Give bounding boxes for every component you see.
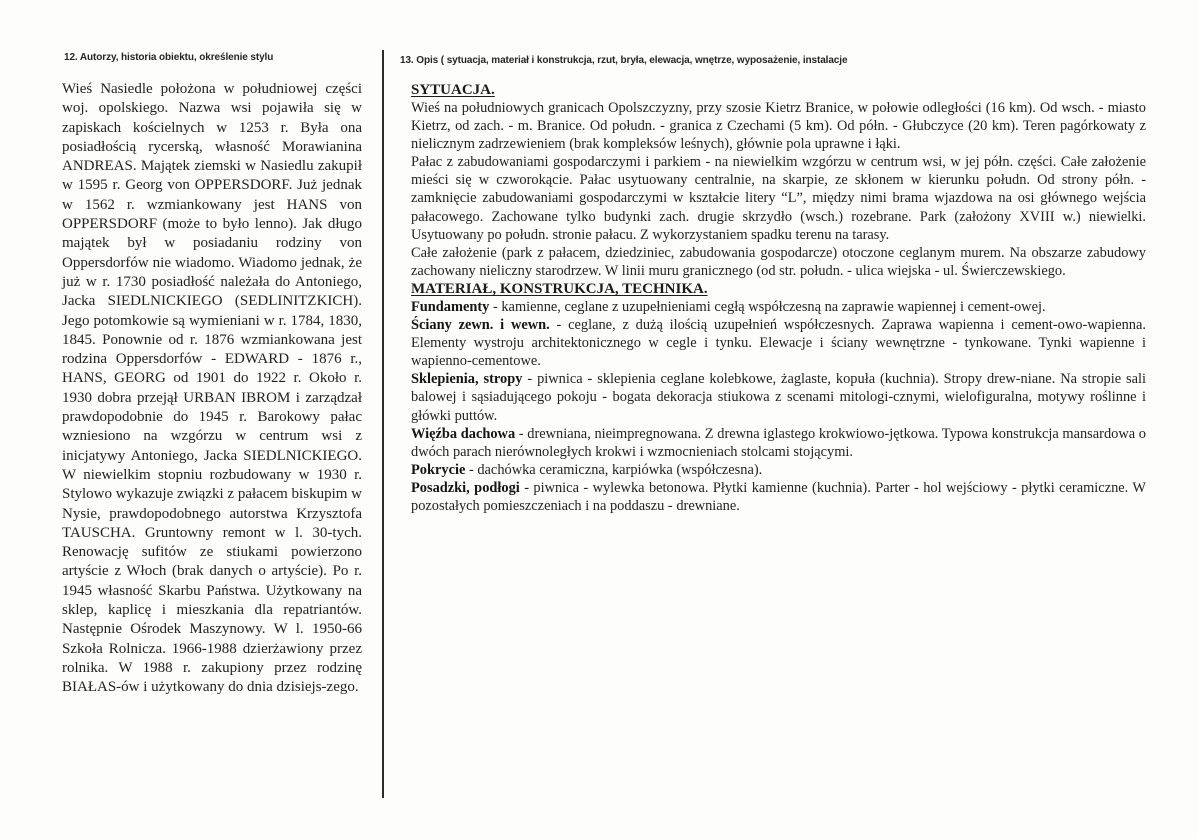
history-column — [62, 80, 362, 698]
material-description: - dachówka ceramiczna, karpiówka (współczesna). — [465, 461, 763, 478]
section-12-heading: 12. Autorzy, historia obiektu, określenie stylu — [64, 52, 274, 63]
material-entry-sklepienia — [411, 370, 1146, 424]
material-description: - piwnica - wylewka betonowa. Płytki kamienne (kuchnia). Parter - hol wejściowy - płytki ceramiczne. W pozostałych pomieszczeniach i na poddaszu - drewniane. — [411, 479, 1146, 514]
sytuacja-paragraph-3: Całe założenie (park z pałacem, dziedziniec, zabudowania gospodarcze) otoczone ceglanym murem. Na obszarze zabudowy zachowany nieliczny starodrzew. W linii muru granicznego (od str. połudn. - ulica wiejska - ul. Świerczewskiego. — [411, 244, 1146, 279]
material-description: - piwnica - sklepienia ceglane kolebkowe, żaglaste, kopuła (kuchnia). Stropy drew-niane. Na stropie sali balowej i sąsiadującego pokoju - bogata dekoracja stiukowa z scenami mitologi-cznymi, wielofiguralna, motywy roślinne i główki puttów. — [411, 371, 1146, 424]
material-term: Fundamenty — [411, 298, 490, 315]
material-entry-pokrycie — [411, 461, 1146, 479]
material-entry-sciany — [411, 316, 1146, 370]
material-term: Ściany zewn. i wewn. — [411, 317, 550, 334]
material-description: - ceglane, z dużą ilością uzupełnień współczesnych. Zaprawa wapienna i cement-owo-wapienna. Elementy wystroju architektonicznego w cegle i tynku. Elewacje i ściany wewnętrzne - tynkowane. Tynki wapienne i wapienno-cementowe. — [411, 317, 1146, 370]
material-description: - kamienne, ceglane z uzupełnieniami cegłą współczesną na zaprawie wapiennej i cement-owej. — [489, 298, 1046, 315]
material-entry-fundamenty — [411, 298, 1146, 316]
material-entry-wiezba — [411, 425, 1146, 461]
material-term: Posadzki, podłogi — [411, 479, 520, 496]
sytuacja-paragraph-2: Pałac z zabudowaniami gospodarczymi i parkiem - na niewielkim wzgórzu w centrum wsi, w jej półn. części. Całe założenie mieści się w czworokącie. Pałac usytuowany centralnie, na skarpie, ze skłonem w kierunku połudn. Od strony półn. - zamknięcie zabudowaniami gospodarczymi w kształcie litery “L”, między nimi brama wjazdowa na osi głównego wejścia pałacowego. Zachowane tylko budynki zach. drugie skrzydło (wsch.) rozebrane. Park (założony XVIII w.) niewielki. Usytuowany po połudn. stronie pałacu. Z wykorzystaniem spadku terenu na tarasy. — [411, 154, 1146, 243]
material-heading: MATERIAŁ, KONSTRUKCJA, TECHNIKA. — [411, 280, 708, 297]
section-13-heading: 13. Opis ( sytuacja, materiał i konstrukcja, rzut, bryła, elewacja, wnętrze, wyposażenie, instalacje — [400, 55, 848, 66]
description-column — [411, 81, 1146, 515]
material-term: Więźba dachowa — [411, 425, 516, 442]
sytuacja-paragraph-1: Wieś na południowych granicach Opolszczyzny, przy szosie Kietrz Branice, w połowie odległości (16 km). Od wsch. - miasto Kietrz, od zach. - m. Branice. Od połudn. - granica z Czechami (5 km). Od półn. - Głubczyce (20 km). Teren pagórkowaty z nielicznym zadrzewieniem (brak kompleksów leśnych), głównie pola uprawne i łąki. — [411, 100, 1146, 153]
material-term: Pokrycie — [411, 461, 466, 478]
material-entry-posadzki — [411, 479, 1146, 515]
material-description: - drewniana, nieimpregnowana. Z drewna iglastego krokwiowo-jętkowa. Typowa konstrukcja mansardowa o dwóch parach nierównoległych krokwi i wzmocnieniach stolcami stojącymi. — [411, 425, 1146, 460]
sytuacja-heading: SYTUACJA. — [411, 82, 495, 98]
material-term: Sklepienia, stropy — [411, 371, 523, 388]
column-divider — [382, 50, 384, 798]
history-text: Wieś Nasiedle położona w południowej części woj. opolskiego. Nazwa wsi pojawiła się w zapiskach kościelnych w 1253 r. Była ona posiadłością rycerską, własność Morawianina ANDREAS. Majątek ziemski w Nasiedlu zakupił w 1595 r. Georg von OPPERSDORF. Już jednak w 1562 r. wzmiankowany jest HANS von OPPERSDORF (może to było lenno). Jak długo majątek był w posiadaniu rodziny von Oppersdorfów nie wiadomo. Wiadomo jednak, że już w r. 1730 posiadłość należała do Antoniego, Jacka SIEDLNICKIEGO (SEDLINITZKICH). Jego potomkowie są wymieniani w r. 1784, 1830, 1845. Ponownie od r. 1876 wzmiankowana jest rodzina Oppersdorfów - EDWARD - 1876 r., HANS, GEORG od 1901 do 1922 r. Około r. 1930 dobra przejął URBAN IBROM i zarządzał prawdopodobnie do 1945 r. Barokowy pałac wzniesiono na wzgórzu w centrum wsi z inicjatywy Antoniego, Jacka SIEDLNICKIEGO. W niewielkim stopniu rozbudowany w 1930 r. Stylowo wykazuje związki z pałacem biskupim w Nysie, prawdopodobnego autorstwa Krzysztofa TAUSCHA. Gruntowny remont w l. 30-tych. Renowację sufitów ze stiukami powierzono artyście z Włoch (brak danych o artyście). Po r. 1945 własność Skarbu Państwa. Użytkowany na sklep, kaplicę i mieszkania dla repatriantów. Następnie Ośrodek Maszynowy. W l. 1950-66 Szkoła Rolnicza. 1966-1988 dzierżawiony przez rolnika. W 1988 r. zakupiony przez rodzinę BIAŁAS-ów i użytkowany do dnia dzisiejs-zego. — [62, 81, 362, 696]
